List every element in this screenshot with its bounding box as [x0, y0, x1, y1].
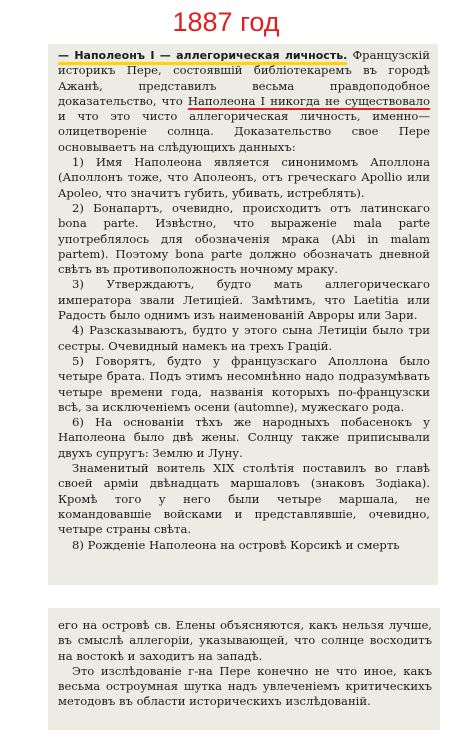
point-3: 3) Утверждаютъ, будто мать аллегорическаго императора звали Летиціей. Замѣтимъ, что Laetitia или Радость было однимъ изъ наименованій Авроры или Зари.: [58, 277, 430, 323]
clipping-gap: [0, 585, 452, 608]
highlighted-claim: Наполеона I никогда не существовало: [187, 93, 430, 108]
conclusion-paragraph: Это изслѣдованіе г-на Пере конечно не что иное, какъ весьма остроумная шутка надъ увлеченіемъ критическихъ методовъ въ области историческихъ изслѣдованій.: [58, 663, 432, 709]
point-8-continued: его на островѣ св. Елены объясняются, какъ нельзя лучше, въ смыслѣ аллегоріи, указывающей, что солнце восходитъ на востокѣ и заходитъ на западѣ.: [58, 618, 432, 663]
intro-text-a: Французскій историкъ Пере, состоявшій библіотекаремъ въ городѣ Ажанѣ, представилъ весьма правдоподобное доказательство, что: [58, 48, 430, 108]
point-1: 1) Имя Наполеона является синонимомъ Аполлона (Аполлонъ тоже, что Аполеонъ, отъ греческаго Apollio или Apoleo, что значитъ губить, убивать, истреблять).: [58, 155, 430, 200]
point-8: 8) Рожденіе Наполеона на островѣ Корсикѣ и смерть: [72, 537, 400, 552]
point-5: 5) Говорятъ, будто у французскаго Аполлона было четыре брата. Подъ этимъ несомнѣнно надо подразумѣвать четыре времени года, названія которыхъ по-французски всѣ, за исключеніемъ осени (automne), мужескаго рода.: [58, 353, 430, 414]
point-2: 2) Бонапартъ, очевидно, происходитъ отъ латинскаго bona parte. Извѣстно, что выраженіе mala parte употреблялось для обозначенія мрака (Abi in malam partem). Поэтому bona parte должно обозначать дневной свѣтъ въ противоположность ночному мраку.: [58, 200, 430, 277]
point-7: Знаменитый воитель XIX столѣтія поставилъ во главѣ своей арміи двѣнадцать маршаловъ (знаковъ Зодіака). Кромѣ того у него были четыре маршала, не командовавшіе войсками и представлявшіе, очевидно, четыре страны свѣта.: [58, 461, 430, 537]
point-6: 6) На основаніи тѣхъ же народныхъ побасенокъ у Наполеона было двѣ жены. Солнцу также приписывали двухъ супругъ: Землю и Луну.: [58, 415, 430, 460]
newspaper-clipping-bottom: [48, 608, 440, 730]
point-4: 4) Разсказываютъ, будто у этого сына Летиціи было три сестры. Очевидный намекъ на трехъ Грацій.: [58, 323, 430, 353]
year-title: 1887 год: [172, 7, 280, 37]
intro-paragraph: [58, 48, 430, 155]
newspaper-clipping-top: [48, 44, 438, 585]
intro-text-b: и что это чисто аллегорическая личность, именно—олицетвореніе солнца. Доказательство свое Пере основываетъ на слѣдующихъ данныхъ:: [58, 109, 430, 154]
article-heading: — Наполеонъ I — аллегорическая личность.: [58, 49, 347, 65]
